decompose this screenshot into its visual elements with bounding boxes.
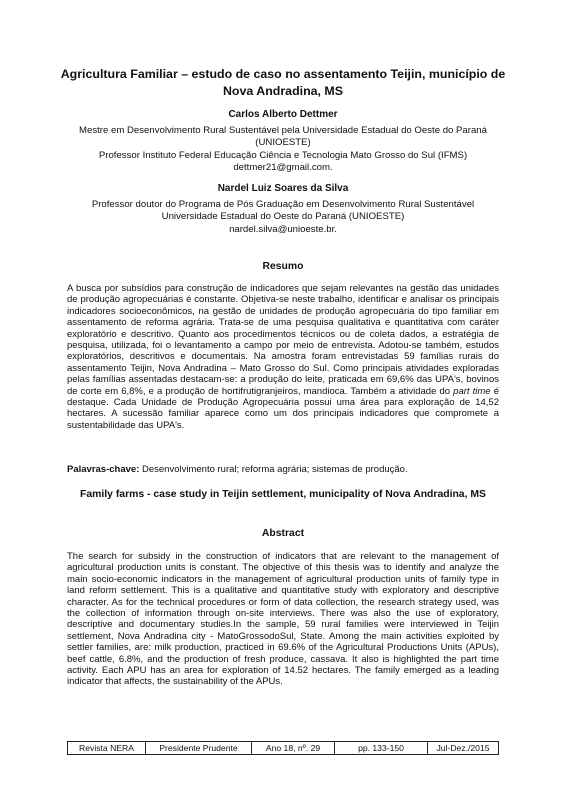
footer-journal: Revista NERA (68, 742, 146, 754)
journal-footer (67, 741, 499, 755)
author-block-2 (60, 183, 506, 236)
resumo-italic-term: part time (453, 385, 491, 397)
footer-city: Presidente Prudente (146, 742, 252, 754)
author-email: dettmer21@gmail.com. (233, 162, 333, 173)
author-affiliation: Professor doutor do Programa de Pós Graduação em Desenvolvimento Rural Sustentável Universidade Estadual do Oeste do Paraná (UNIOESTE) (91, 198, 475, 222)
english-title: Family farms - case study in Teijin settlement, municipality of Nova Andradina, MS (80, 489, 486, 500)
author-email: nardel.silva@unioeste.br. (229, 223, 337, 235)
resumo-text: A busca por subsídios para construção de indicadores que sejam relevantes na gestão das unidades de produção agropecuárias é constante. Objetiva-se neste trabalho, identificar e analisar os principais indicadores socioeconômicos, na gestão de unidades de produção agropecuária do tipo familiar em assentamento de reforma agrária. Trata-se de uma pesquisa qualitativa e quantitativa com caráter exploratório e descritivo. Quanto aos procedimentos técnicos ou de coleta dados, a estratégia de pesquisa, utilizada, foi o levantamento a campo por meio de entrevista. Adotou-se também, estudos exploratórios, descritivos e documentais. Na amostra foram entrevistadas 59 famílias rurais do assentamento Teijin, Nova Andradina – Mato Grosso do Sul. Como principais atividades exploradas pelas famílias assentadas destacam-se: a produção do leite, praticada em 69,6% das UPA's, bovinos de corte em 6,8%, e a produção de hortifrutigranjeiros, mandioca. Também a atividade do (67, 283, 499, 397)
footer-volume: Ano 18, nº. 29 (252, 742, 335, 754)
resumo-text-end: é destaque. Cada Unidade de Produção Agropecuária possui uma área para exploração de 14,52 hectares. A sucessão familiar aparece como um dos principais indicadores que compromete a sustentabilidade das UPA's. (67, 385, 499, 431)
author-name: Nardel Luiz Soares da Silva (217, 183, 349, 194)
footer-pages: pp. 133-150 (335, 742, 428, 754)
paper-title: Agricultura Familiar – estudo de caso no assentamento Teijin, município de Nova Andradina, MS (60, 67, 506, 98)
author-name: Carlos Alberto Dettmer (228, 109, 338, 120)
keywords-label: Palavras-chave: (67, 464, 140, 475)
author-affiliation: Professor Instituto Federal Educação Ciência e Tecnologia Mato Grosso do Sul (IFMS) (98, 149, 468, 161)
abstract-body: The search for subsidy in the construction of indicators that are relevant to the management of agricultural production units is constant. The objective of this thesis was to identify and analyze the main socio-economic indicators in the management of agricultural production units of family type in land reform settlement. This is a qualitative and quantitative study with exploratory and descriptive character. As for the technical procedures or form of data collection, the research strategy used, was the collection of information through on-site interviews. There was also the use of exploratory, descriptive and documentary studies.In the sample, 59 rural families were interviewed in Teijin settlement, Nova Andradina city - MatoGrossodoSul, State. Among the main activities exploited by settler families, are: milk production, practiced in 69.6% of the Agricultural Productions Units (APUs), beef cattle, 6.8%, and the production of fresh produce, cassava. It also is highlighted the part time activity. Each APU has an area for exploration of 14.52 hectares. The family emerged as a leading indicator that affects, the sustainability of the APUs. (67, 551, 499, 688)
keywords-text: Desenvolvimento rural; reforma agrária; sistemas de produção. (139, 464, 408, 475)
author-block-1 (60, 109, 506, 175)
author-affiliation: Mestre em Desenvolvimento Rural Sustentável pela Universidade Estadual do Oeste do Paraná (UNIOESTE) (79, 124, 487, 148)
keywords (67, 464, 499, 475)
resumo-body (67, 283, 499, 431)
abstract-heading: Abstract (261, 528, 305, 539)
resumo-heading: Resumo (262, 261, 304, 272)
footer-date: Jul-Dez./2015 (436, 743, 490, 753)
